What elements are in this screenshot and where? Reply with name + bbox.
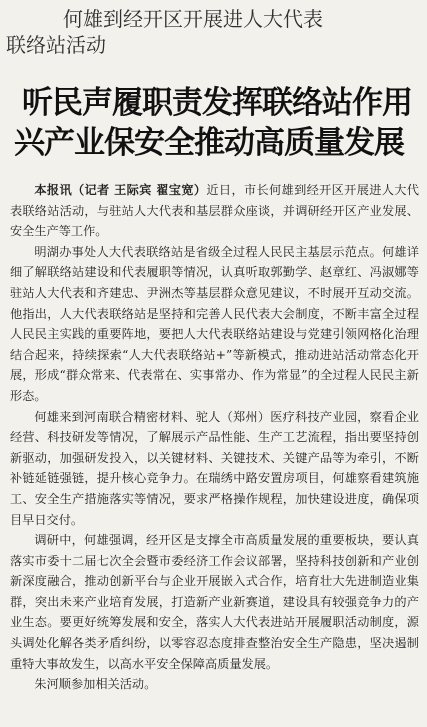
article-paragraph-4: 调研中，何雄强调，经开区是支撑全市高质量发展的重要板块，要认真落实市委十二届七次全会暨市委经济工作会议部署，坚持科技创新和产业创新深度融合，推动创新平台与企业开展嵌入式合作，培育壮大先进制造业集群，突出未来产业培育发展，打造新产业新赛道，建设具有较强竞争力的产业生态。要更好统筹发展和安全，落实人大代表进站开展履职活动制度，源头调处化解各类矛盾纠纷，以零容忍态度排查整治安全生产隐患，坚决遏制重特大事故发生，以高水平安全保障高质量发展。 xyxy=(10,533,419,671)
kicker-line-1: 何雄到经开区开展进人大代表 xyxy=(63,7,323,31)
article-paragraph-5: 朱河顺参加相关活动。 xyxy=(34,677,157,692)
headline-line-2: 兴产业保安全推动高质量发展 xyxy=(14,125,404,161)
article-paragraph-lead xyxy=(10,180,419,242)
headline-line-1: 听民声履职责发挥联络站作用 xyxy=(22,85,412,121)
lead-text: 近日，市长何雄到经开区开展进人大代表联络站活动，与驻站人大代表和基层群众座谈，并调研经开区产业发展、安全生产等工作。 xyxy=(10,183,419,239)
main-headline xyxy=(0,83,427,163)
article-paragraph-2: 明湖办事处人大代表联络站是省级全过程人民民主基层示范点。何雄详细了解联络站建设和代表履职等情况，认真听取郭勤学、赵章红、冯淑娜等驻站人大代表和齐建忠、尹洲杰等基层群众意见建议，不时展开互动交流。他指出，人大代表联络站是坚持和完善人民代表大会制度，不断丰富全过程人民民主实践的重要阵地，要把人大代表联络站建设与党建引领网格化治理结合起来，持续探索“人大代表联络站+”等新模式，推动进站活动常态化开展，形成“群众常来、代表常在、实事常办、作为常显”的全过程人民民主新形态。 xyxy=(10,244,419,403)
kicker-headline xyxy=(0,6,427,58)
article-body xyxy=(10,180,419,695)
article-paragraph-3: 何雄来到河南联合精密材料、驼人（郑州）医疗科技产业园，察看企业经营、科技研发等情况，了解展示产品性能、生产工艺流程，指出要坚持创新驱动，加强研发投入，以关键材料、关键技术、关键产品等为牵引，不断补链延链强链，提升核心竞争力。在瑞绣中路安置房项目，何雄察看建筑施工、安全生产措施落实等情况，要求严格操作规程，加快建设进度，确保项目早日交付。 xyxy=(10,409,419,527)
kicker-line-2: 联络站活动 xyxy=(6,33,106,57)
byline: 本报讯（记者 王际宾 翟宝宽） xyxy=(34,183,207,197)
